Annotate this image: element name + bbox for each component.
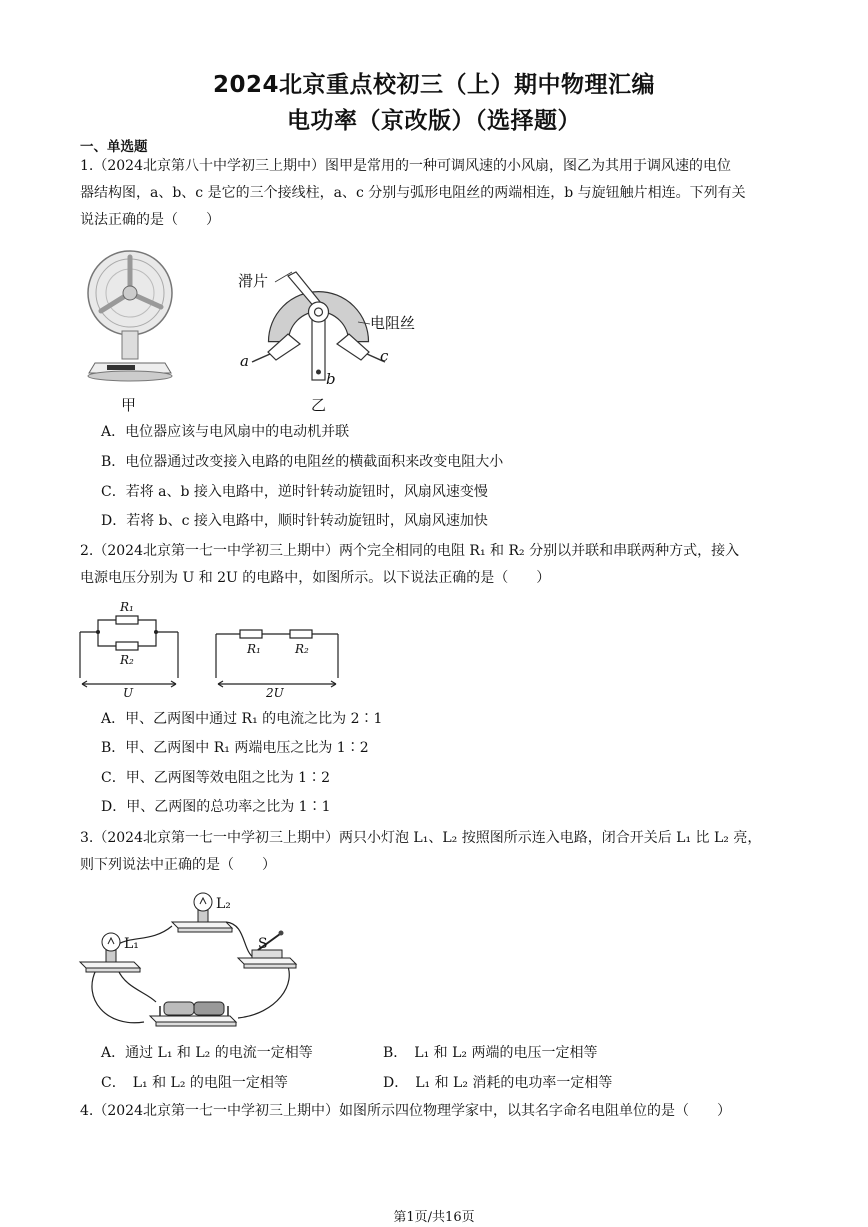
question-4-text [80,1098,792,1125]
label-r2-series: R₂ [295,642,309,656]
figure-caption-left: 甲 [121,396,137,414]
doc-title-line2: 电功率（京改版）（选择题） [287,108,581,134]
question-2-text [80,538,792,592]
label-l2: L₂ [216,896,231,912]
label-r1-parallel: R₁ [120,600,134,614]
question-2-option-a: A．甲、乙两图中通过 R₁ 的电流之比为 2∶1 [101,711,383,727]
figure-caption-right: 乙 [311,396,327,414]
label-2u: 2U [266,686,284,700]
label-l1: L₁ [124,936,139,952]
label-u: U [123,686,134,700]
bulb-circuit-figure [76,888,308,1036]
question-3-option-c: C． L₁ 和 L₂ 的电阻一定相等 [101,1075,288,1091]
question-1-line: 1.（2024北京第八十中学初三上期中）图甲是常用的一种可调风速的小风扇，图乙为其用于调风速的电位 [80,158,731,174]
label-terminal-a: a [240,352,249,370]
question-2-option-b: B．甲、乙两图中 R₁ 两端电压之比为 1∶2 [101,740,369,756]
question-1-line: 说法正确的是（ ） [80,212,220,228]
label-terminal-b: b [326,370,336,388]
label-switch-s: S [258,936,268,952]
question-3-line: 则下列说法中正确的是（ ） [80,857,276,873]
question-1-text [80,153,792,234]
page-footer: 第1页/共16页 [393,1210,475,1225]
label-r2-parallel: R₂ [120,653,134,667]
resistor-circuits-figure [76,596,346,700]
question-3-text [80,825,792,879]
label-resistance-wire: 电阻丝 [370,314,416,332]
question-3-line: 3.（2024北京第一七一中学初三上期中）两只小灯泡 L₁、L₂ 按照图所示连入电路，闭合开关后 L₁ 比 L₂ 亮， [80,830,762,846]
potentiometer-figure [230,262,430,407]
fan-figure [85,245,175,415]
question-4-line: 4.（2024北京第一七一中学初三上期中）如图所示四位物理学家中，以其名字命名电阻单位的是（ ） [80,1103,731,1119]
question-2-option-d: D．甲、乙两图的总功率之比为 1∶1 [101,799,331,815]
label-r1-series: R₁ [247,642,261,656]
label-terminal-c: c [380,347,389,365]
question-3-option-d: D． L₁ 和 L₂ 消耗的电功率一定相等 [383,1075,613,1091]
question-1-option-a: A．电位器应该与电风扇中的电动机并联 [101,424,350,440]
question-1-option-b: B．电位器通过改变接入电路的电阻丝的横截面积来改变电阻大小 [101,454,504,470]
question-2-option-c: C．甲、乙两图等效电阻之比为 1∶2 [101,770,330,786]
question-2-line: 电源电压分别为 U 和 2U 的电路中，如图所示。以下说法正确的是（ ） [80,570,551,586]
question-3-option-b: B． L₁ 和 L₂ 两端的电压一定相等 [383,1045,598,1061]
question-1-option-d: D．若将 b、c 接入电路中，顺时针转动旋钮时，风扇风速加快 [101,513,488,529]
doc-title-line1: 2024北京重点校初三（上）期中物理汇编 [212,72,655,98]
question-1-line: 器结构图，a、b、c 是它的三个接线柱，a、c 分别与弧形电阻丝的两端相连，b 与旋钮触片相连。下列有关 [80,185,746,201]
question-2-line: 2.（2024北京第一七一中学初三上期中）两个完全相同的电阻 R₁ 和 R₂ 分别以并联和串联两种方式，接入 [80,543,740,559]
question-3-option-a: A．通过 L₁ 和 L₂ 的电流一定相等 [101,1045,313,1061]
label-slider: 滑片 [238,272,269,290]
question-1-option-c: C．若将 a、b 接入电路中，逆时针转动旋钮时，风扇风速变慢 [101,484,488,500]
section-heading: 一、单选题 [80,139,148,155]
